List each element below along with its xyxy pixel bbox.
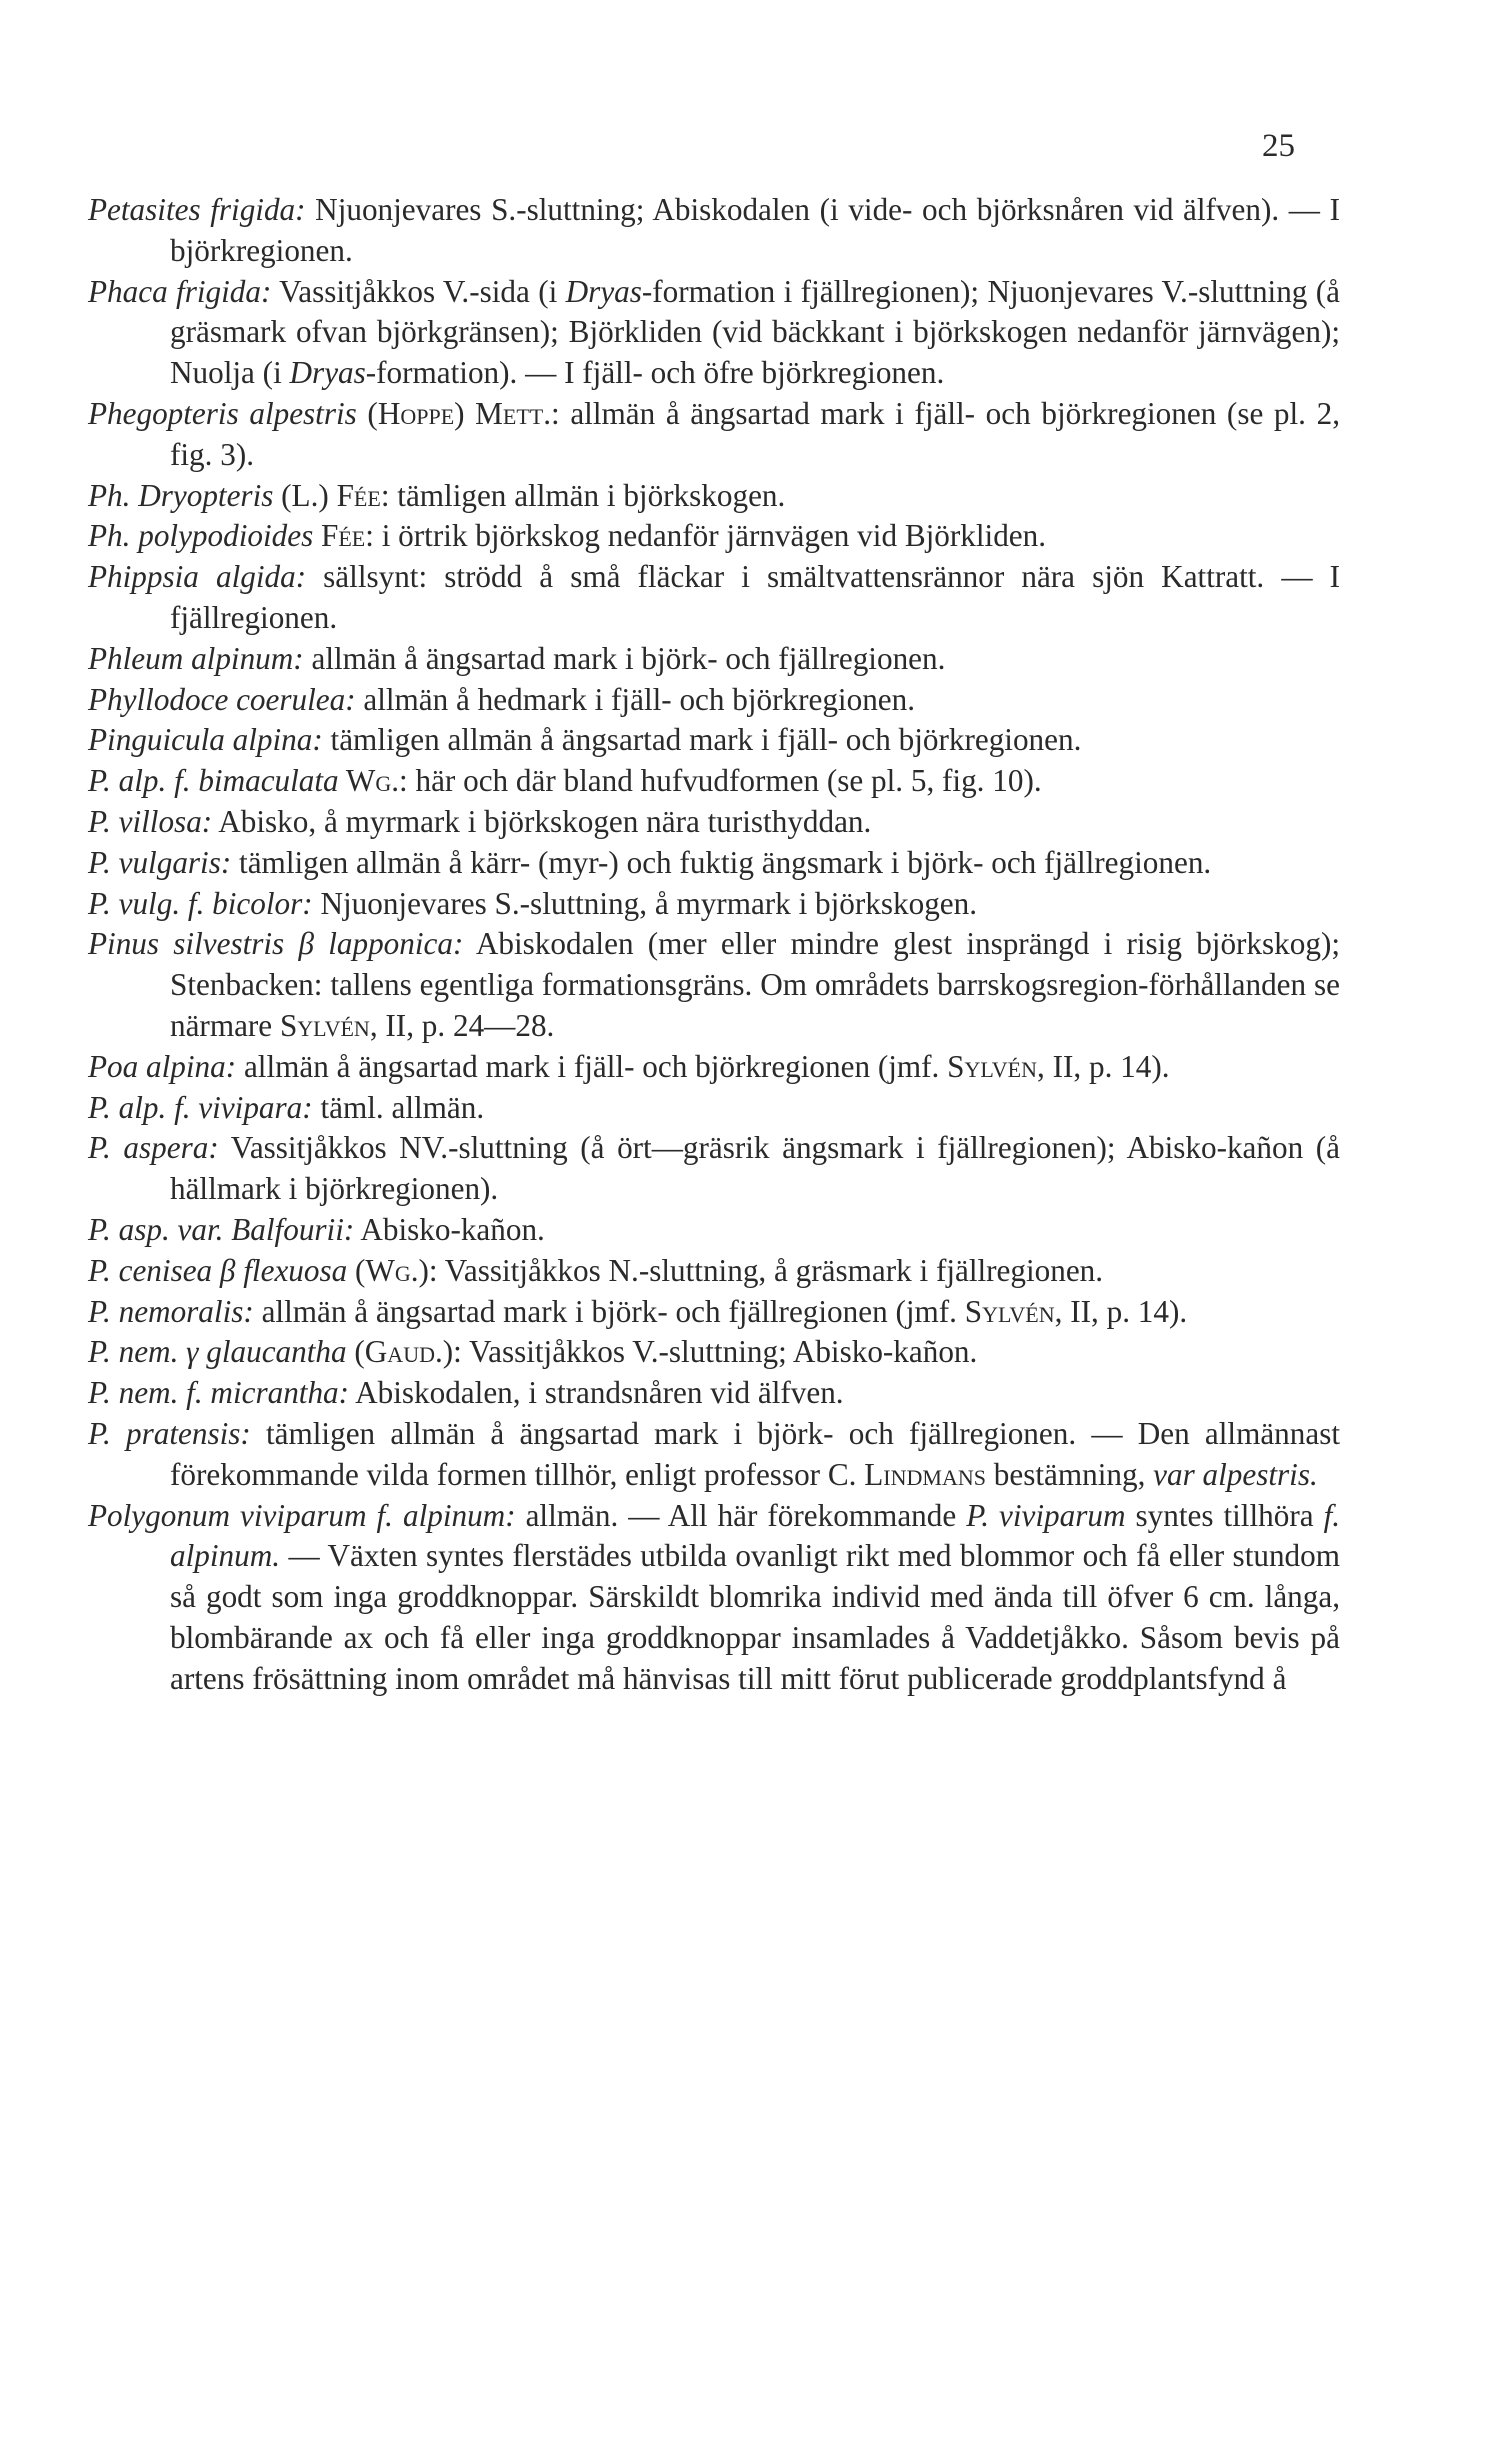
entry-text: tämligen allmän å ängsartad mark i fjäll- och björkregionen. bbox=[322, 722, 1082, 758]
species-entry bbox=[88, 843, 1340, 884]
entry-text: — Växten syntes flerstädes utbilda ovanligt rikt med blommor och få eller stundom så godt som inga groddknoppar. Särskildt blomrika individ med ända till öfver 6 cm. långa, blombärande ax och få eller inga groddknoppar insamlades å Vaddetjåkko. Såsom bevis på artens frösättning inom området må hänvisas till mitt förut publicerade groddplantsfynd å bbox=[170, 1538, 1340, 1696]
entry-text: sällsynt: strödd å små fläckar i smältvattensrännor nära sjön Kattratt. — I fjällregionen. bbox=[170, 559, 1340, 635]
entry-text: , II, p. 14). bbox=[1037, 1048, 1170, 1084]
species-name: var alpestris. bbox=[1153, 1456, 1318, 1492]
species-name: Pinus silvestris β lapponica: bbox=[88, 926, 464, 962]
species-name: Phaca frigida: bbox=[88, 273, 272, 309]
entry-text: syntes tillhöra bbox=[1125, 1497, 1324, 1533]
entry-text: Abisko-kañon. bbox=[354, 1211, 545, 1247]
author-name: (L.) Fée bbox=[273, 477, 381, 513]
entry-text: ): Vassitjåkkos N.-sluttning, å gräsmark i fjällregionen. bbox=[418, 1252, 1104, 1288]
entry-text: : i örtrik björkskog nedanför järnvägen vid Björkliden. bbox=[365, 518, 1047, 554]
entry-text: : här och där bland hufvudformen (se pl. 5, fig. 10). bbox=[399, 763, 1042, 799]
author-name: Wg. bbox=[365, 1252, 419, 1288]
species-name: P. vulg. f. bicolor: bbox=[88, 885, 313, 921]
entry-text: : tämligen allmän i björkskogen. bbox=[380, 477, 786, 513]
species-name: Ph. Dryopteris bbox=[88, 477, 274, 513]
species-name: P. alp. f. vivipara: bbox=[88, 1089, 313, 1125]
species-entry bbox=[88, 884, 1340, 925]
entry-text: ): Vassitjåkkos V.-sluttning; Abisko-kañon. bbox=[442, 1334, 978, 1370]
species-name: Phyllodoce coerulea: bbox=[88, 681, 356, 717]
entry-text: Abiskodalen (mer eller mindre glest insprängd i risig björkskog); Stenbacken: tallens egentliga formationsgräns. Om områdets barrskogsregion-förhållanden se närmare bbox=[170, 926, 1340, 1043]
species-entry bbox=[88, 1047, 1340, 1088]
author-name: Sylvén bbox=[964, 1293, 1055, 1329]
species-entry bbox=[88, 516, 1340, 557]
species-name: Phippsia algida: bbox=[88, 559, 307, 595]
author-name: Gaud. bbox=[364, 1334, 443, 1370]
species-entry bbox=[88, 1496, 1340, 1700]
species-name: Ph. polypodioides bbox=[88, 518, 314, 554]
species-entry bbox=[88, 720, 1340, 761]
species-entry bbox=[88, 476, 1340, 517]
species-name: P. alp. f. bimaculata bbox=[88, 763, 339, 799]
species-entry bbox=[88, 802, 1340, 843]
species-name: P. cenisea β flexuosa bbox=[88, 1252, 348, 1288]
entry-text: Njuonjevares S.-sluttning; Abiskodalen (i vide- och björksnåren vid älfven). — I björkregionen. bbox=[170, 192, 1340, 268]
entry-text: bestämning, bbox=[985, 1456, 1154, 1492]
entry-text: , II, p. 24—28. bbox=[369, 1007, 555, 1043]
species-name: P. asp. var. Balfourii: bbox=[88, 1211, 355, 1247]
entry-text: allmän å hedmark i fjäll- och björkregionen. bbox=[355, 681, 916, 717]
species-entry bbox=[88, 190, 1340, 272]
author-name: Fée bbox=[313, 518, 366, 554]
species-name: Poa alpina: bbox=[88, 1048, 237, 1084]
entry-text: allmän å ängsartad mark i björk- och fjällregionen. bbox=[303, 640, 946, 676]
species-name: Dryas bbox=[565, 273, 642, 309]
entry-text: -formation i fjällregionen); Njuonjevares V.-sluttning (å gräsmark ofvan björkgränsen); Björkliden (vid bäckkant i björkskogen nedanför järnvägen); Nuolja (i bbox=[170, 273, 1340, 391]
species-name: Petasites frigida: bbox=[88, 192, 306, 227]
entry-text: , II, p. 14). bbox=[1054, 1293, 1188, 1329]
species-entry bbox=[88, 272, 1340, 394]
entry-text: Vassitjåkkos V.-sida (i bbox=[271, 273, 566, 309]
species-entry bbox=[88, 1373, 1340, 1414]
species-entry bbox=[88, 1128, 1340, 1210]
species-name: P. nem. γ glaucantha bbox=[88, 1334, 347, 1370]
entry-text: tämligen allmän å ängsartad mark i björk- och fjällregionen. — Den allmännast förekommande vilda formen tillhör, enligt professor C. bbox=[170, 1415, 1340, 1492]
species-name: Dryas bbox=[289, 355, 366, 391]
species-name: P. aspera: bbox=[88, 1130, 219, 1166]
species-entry bbox=[88, 557, 1340, 639]
author-name: Sylvén bbox=[947, 1048, 1038, 1084]
entry-text: ( bbox=[347, 1252, 366, 1288]
page-number: 25 bbox=[1262, 128, 1295, 164]
entry-text: Vassitjåkkos NV.-sluttning (å ört—gräsrik ängsmark i fjällregionen); Abisko-kañon (å hällmark i björkregionen). bbox=[170, 1130, 1341, 1207]
species-entry bbox=[88, 1210, 1340, 1251]
entry-text: allmän å ängsartad mark i fjäll- och björkregionen (jmf. bbox=[236, 1048, 948, 1084]
author-name: Sylvén bbox=[279, 1007, 370, 1043]
species-entry bbox=[88, 394, 1340, 476]
entry-text: -formation). — I fjäll- och öfre björkregionen. bbox=[365, 355, 945, 391]
entry-text: ( bbox=[346, 1334, 365, 1370]
species-entry bbox=[88, 1251, 1340, 1292]
species-name: f. alpinum. bbox=[170, 1497, 1341, 1574]
species-name: Phleum alpinum: bbox=[88, 640, 304, 676]
entry-text: Njuonjevares S.-sluttning, å myrmark i björkskogen. bbox=[312, 885, 978, 921]
species-entry bbox=[88, 1332, 1340, 1373]
species-name: P. villosa: bbox=[88, 803, 213, 839]
species-entry bbox=[88, 680, 1340, 721]
author-name: (Hoppe) Mett. bbox=[356, 395, 552, 431]
species-name: P. viviparum bbox=[966, 1497, 1126, 1533]
species-name: P. pratensis: bbox=[88, 1415, 251, 1451]
species-entry bbox=[88, 1088, 1340, 1129]
species-name: Polygonum viviparum f. alpinum: bbox=[88, 1497, 516, 1533]
entry-text: Abiskodalen, i strandsnåren vid älfven. bbox=[349, 1375, 844, 1411]
species-name: P. vulgaris: bbox=[88, 844, 232, 880]
species-entry bbox=[88, 924, 1340, 1046]
species-name: Pinguicula alpina: bbox=[88, 722, 323, 758]
author-name: Wg. bbox=[338, 763, 400, 799]
entry-text: allmän. — All här förekommande bbox=[515, 1497, 967, 1533]
entry-text: Abisko, å myrmark i björkskogen nära turisthyddan. bbox=[212, 803, 872, 839]
species-entry bbox=[88, 1414, 1340, 1496]
species-entry bbox=[88, 1292, 1340, 1333]
entry-text: täml. allmän. bbox=[312, 1089, 485, 1125]
species-entry bbox=[88, 639, 1340, 680]
entry-text: allmän å ängsartad mark i björk- och fjällregionen (jmf. bbox=[253, 1293, 965, 1329]
entry-text: : allmän å ängsartad mark i fjäll- och björkregionen (se pl. 2, fig. 3). bbox=[170, 395, 1341, 472]
species-entry bbox=[88, 761, 1340, 802]
species-list bbox=[88, 190, 1340, 1699]
species-name: Phegopteris alpestris bbox=[88, 395, 357, 431]
author-name: Lindmans bbox=[864, 1456, 986, 1492]
species-name: P. nem. f. micrantha: bbox=[88, 1375, 350, 1411]
species-name: P. nemoralis: bbox=[88, 1293, 254, 1329]
entry-text: tämligen allmän å kärr- (myr-) och fuktig ängsmark i björk- och fjällregionen. bbox=[231, 844, 1212, 880]
